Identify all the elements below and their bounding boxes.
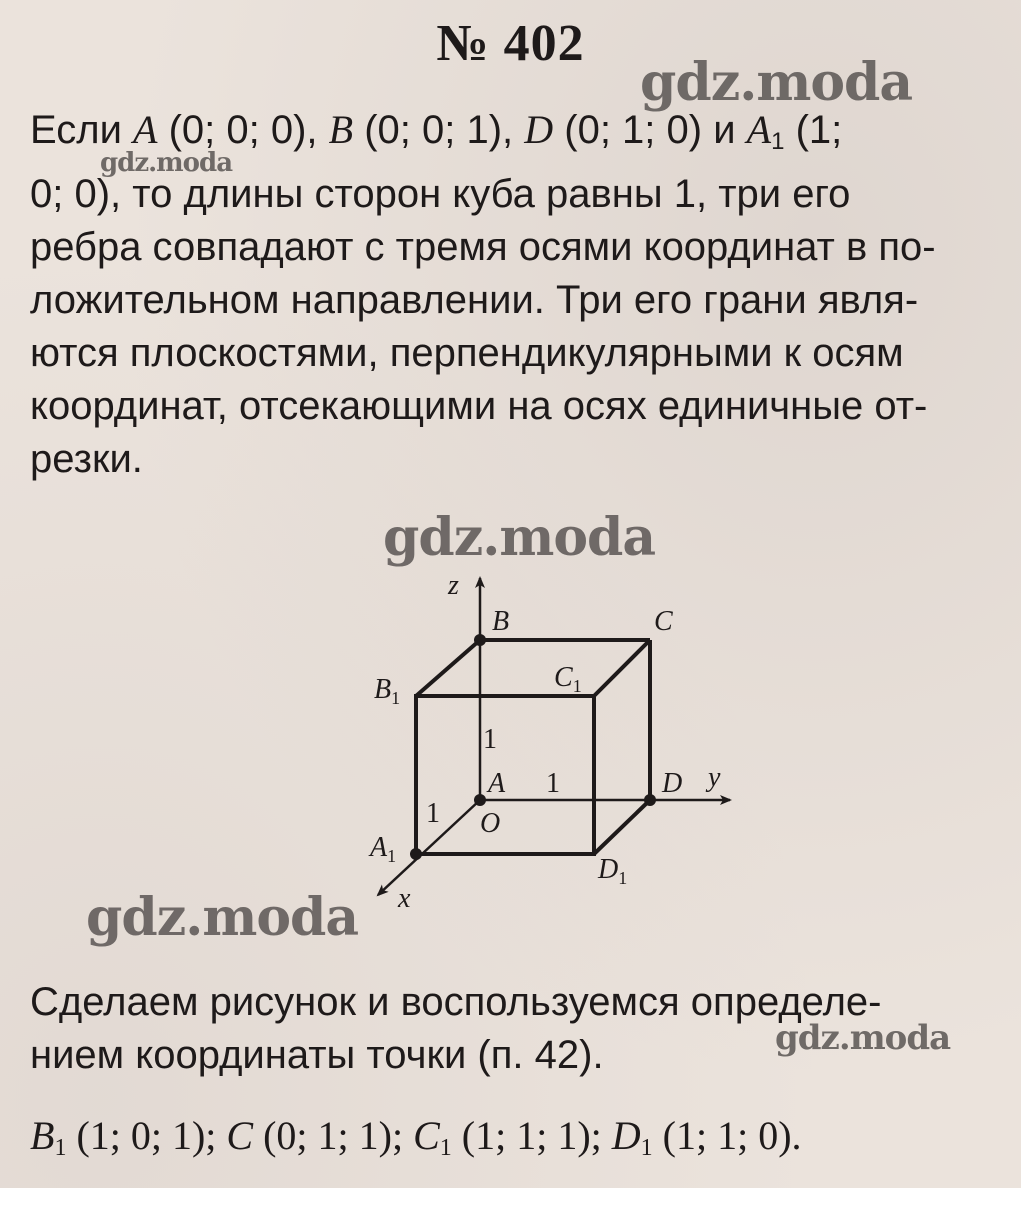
watermark: gdz.moda (775, 1018, 951, 1058)
watermark: gdz.moda (86, 887, 359, 948)
text: (0; 0; 0), (157, 108, 329, 152)
point-A-label: A (488, 768, 506, 799)
answer-line (30, 1112, 802, 1162)
label-letter: A (370, 832, 388, 863)
subscript: 1 (439, 1135, 452, 1161)
point-label: B (328, 107, 354, 152)
edge-B1-B (416, 640, 480, 696)
text-line: резки. (30, 437, 143, 481)
point-A-dot (474, 794, 486, 806)
point-label: C (226, 1113, 254, 1158)
axis-x-label: x (398, 883, 411, 914)
point-C-label: C (654, 606, 673, 637)
coordinates: (1; 1; 0). (652, 1113, 802, 1158)
bottom-margin (0, 1188, 1021, 1222)
point-label: A (746, 107, 772, 152)
watermark: gdz.moda (383, 507, 656, 568)
text-line: ются плоскостями, перпендикулярными к осям (30, 331, 904, 375)
point-O-label: O (480, 808, 501, 839)
point-D-dot (644, 794, 656, 806)
text-line: нием координаты точки (п. 42). (30, 1033, 604, 1077)
subscript: 1 (640, 1135, 653, 1161)
point-B-label: B (492, 606, 510, 637)
point-A1-dot (410, 848, 422, 860)
edge-D1-D (594, 800, 650, 854)
text-line: 0; 0), то длины сторон куба равны 1, три его (30, 172, 851, 216)
text: Если (30, 108, 134, 152)
watermark: gdz.moda (100, 148, 233, 178)
text-line: координат, отсекающими на осях единичные от- (30, 384, 928, 428)
label-subscript: 1 (618, 868, 628, 888)
subscript: 1 (54, 1135, 67, 1161)
point-label: A (133, 107, 158, 152)
point-D-label: D (662, 768, 683, 799)
axis-y-label: y (708, 762, 721, 793)
coordinates: (0; 1; 1); (253, 1113, 414, 1158)
label-letter: D (598, 854, 619, 885)
point-B-dot (474, 634, 486, 646)
coordinates: (1; 0; 1); (66, 1113, 227, 1158)
edge-length-z: 1 (483, 724, 497, 755)
label-subscript: 1 (572, 676, 582, 696)
text-line: ложительном направлении. Три его грани явля- (30, 278, 919, 322)
cube-diagram (360, 560, 760, 930)
text: (0; 1; 0) и (553, 108, 747, 152)
point-B1-label (374, 674, 400, 708)
text: (0; 0; 1), (353, 108, 525, 152)
axis-z-label: z (448, 570, 459, 601)
point-label: D (611, 1113, 641, 1158)
text: (1; (784, 108, 843, 152)
point-label: D (524, 107, 554, 152)
text-line: Сделаем рисунок и воспользуемся определе- (30, 980, 882, 1024)
label-subscript: 1 (387, 846, 397, 866)
text-line: ребра совпадают с тремя осями координат в по- (30, 225, 936, 269)
edge-length-y: 1 (546, 768, 560, 799)
watermark: gdz.moda (640, 52, 913, 113)
label-letter: C (554, 662, 573, 693)
label-subscript: 1 (391, 688, 401, 708)
label-letter: B (374, 674, 392, 705)
point-D1-label (597, 854, 627, 888)
point-C1-label (554, 662, 582, 696)
point-label: C (413, 1113, 440, 1158)
edge-length-x: 1 (426, 798, 440, 829)
problem-number: № 402 (436, 15, 585, 72)
point-A1-label (368, 832, 396, 866)
coordinates: (1; 1; 1); (451, 1113, 612, 1158)
subscript: 1 (771, 128, 785, 155)
point-label: B (30, 1113, 55, 1158)
edge-C1-C (594, 640, 650, 696)
